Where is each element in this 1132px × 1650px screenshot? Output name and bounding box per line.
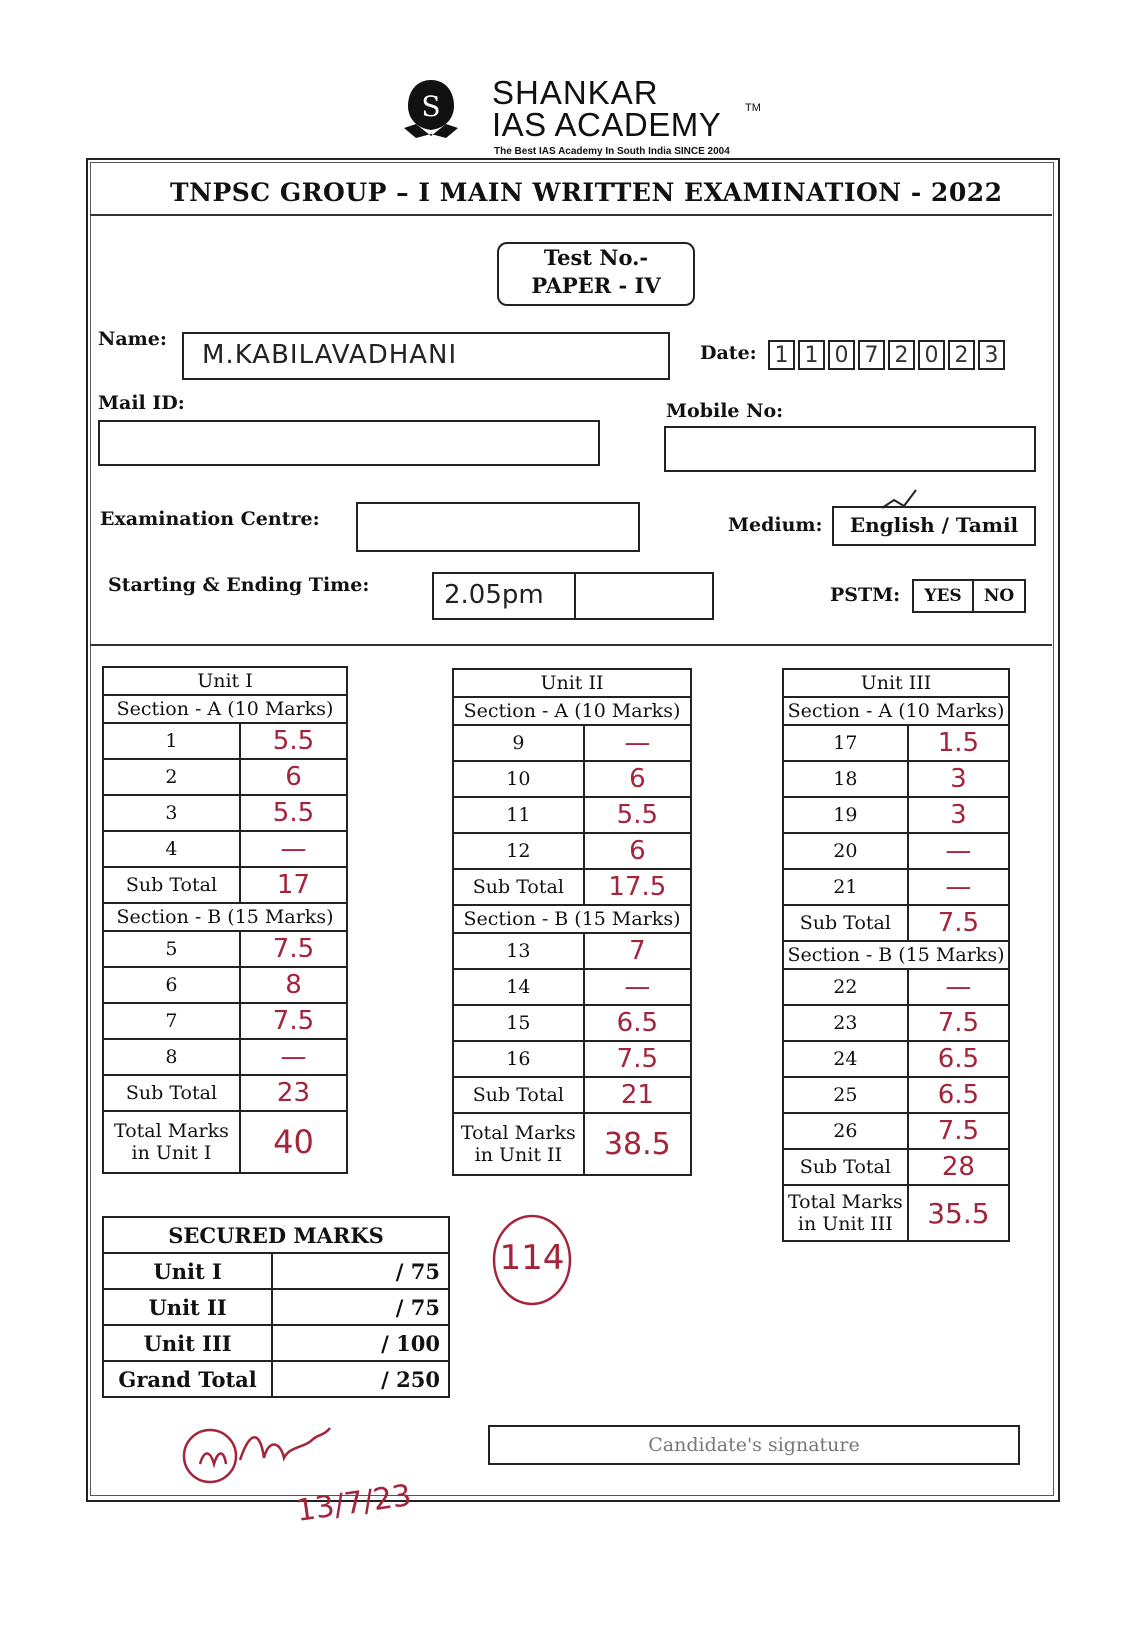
candidate-signature-box[interactable]: Candidate's signature <box>488 1425 1020 1465</box>
table-row <box>103 967 347 1003</box>
paper-label: PAPER - IV <box>531 273 661 298</box>
unit2-table <box>452 668 692 1176</box>
mark-value: 7.5 <box>584 1041 691 1077</box>
mark-value: — <box>908 969 1009 1005</box>
pstm-label: PSTM: <box>830 584 901 606</box>
secured-row-max: / 250 <box>272 1361 449 1397</box>
mark-value: 8 <box>240 967 347 1003</box>
question-number: 4 <box>103 831 240 867</box>
question-number: 18 <box>783 761 908 797</box>
total-value: 38.5 <box>584 1113 691 1175</box>
mark-value: 6 <box>240 759 347 795</box>
total-row <box>783 1185 1009 1241</box>
question-number: 14 <box>453 969 584 1005</box>
table-row <box>783 1005 1009 1041</box>
subtotal-value: 23 <box>240 1075 347 1111</box>
subtotal-value: 17.5 <box>584 869 691 905</box>
test-number-label: Test No.- <box>543 245 649 270</box>
brand-name-line2: IAS ACADEMY <box>492 106 722 143</box>
question-number: 2 <box>103 759 240 795</box>
mark-value: 1.5 <box>908 725 1009 761</box>
question-number: 6 <box>103 967 240 1003</box>
subtotal-label: Sub Total <box>103 867 240 903</box>
academy-logo <box>402 78 460 142</box>
grand-total-circle <box>490 1212 574 1308</box>
table-row <box>103 1003 347 1039</box>
mark-value: — <box>240 831 347 867</box>
unit1-section-a: Section - A (10 Marks) <box>103 695 347 723</box>
subtotal-row <box>783 905 1009 941</box>
subtotal-row <box>103 867 347 903</box>
unit3-section-b: Section - B (15 Marks) <box>783 941 1009 969</box>
evaluator-signature <box>180 1420 380 1490</box>
question-number: 20 <box>783 833 908 869</box>
subtotal-label: Sub Total <box>783 905 908 941</box>
total-label: Total Marks in Unit II <box>453 1113 584 1175</box>
grand-total-value: 114 <box>499 1238 565 1278</box>
question-number: 1 <box>103 723 240 759</box>
question-number: 11 <box>453 797 584 833</box>
svg-text:S: S <box>421 90 441 123</box>
table-row <box>783 797 1009 833</box>
question-number: 26 <box>783 1113 908 1149</box>
unit2-section-a: Section - A (10 Marks) <box>453 697 691 725</box>
mark-value: 5.5 <box>240 795 347 831</box>
table-row <box>103 1289 449 1325</box>
secured-marks-table <box>102 1216 450 1398</box>
subtotal-label: Sub Total <box>783 1149 908 1185</box>
trademark-mark: TM <box>745 102 761 114</box>
unit3-section-a: Section - A (10 Marks) <box>783 697 1009 725</box>
question-number: 12 <box>453 833 584 869</box>
mark-value: 7.5 <box>240 931 347 967</box>
table-row <box>103 831 347 867</box>
mail-label: Mail ID: <box>98 392 185 414</box>
table-row <box>453 797 691 833</box>
date-digit-cell[interactable]: 0 <box>918 340 945 370</box>
question-number: 9 <box>453 725 584 761</box>
name-field[interactable] <box>182 332 670 380</box>
table-row <box>103 759 347 795</box>
time-label: Starting & Ending Time: <box>108 574 370 596</box>
subtotal-label: Sub Total <box>103 1075 240 1111</box>
subtotal-label: Sub Total <box>453 1077 584 1113</box>
total-value: 40 <box>240 1111 347 1173</box>
question-number: 22 <box>783 969 908 1005</box>
exam-title: TNPSC GROUP – I MAIN WRITTEN EXAMINATION - 2022 <box>170 178 1003 207</box>
question-number: 10 <box>453 761 584 797</box>
date-digit-cell[interactable]: 0 <box>828 340 855 370</box>
mark-value: 7 <box>584 933 691 969</box>
total-row <box>453 1113 691 1175</box>
table-row <box>103 931 347 967</box>
mark-value: 6.5 <box>908 1041 1009 1077</box>
unit1-table <box>102 666 348 1174</box>
table-row <box>103 1039 347 1075</box>
table-row <box>783 761 1009 797</box>
secured-marks-title: SECURED MARKS <box>103 1217 449 1253</box>
date-digit-cell[interactable]: 3 <box>978 340 1005 370</box>
subtotal-value: 21 <box>584 1077 691 1113</box>
pstm-no-option[interactable]: NO <box>972 579 1026 613</box>
question-number: 24 <box>783 1041 908 1077</box>
secured-row-label: Grand Total <box>103 1361 272 1397</box>
table-row <box>103 1325 449 1361</box>
mark-value: 6.5 <box>908 1077 1009 1113</box>
subtotal-row <box>453 1077 691 1113</box>
evaluator-date: 13/7/23 <box>294 1478 414 1529</box>
medium-label: Medium: <box>728 514 823 536</box>
subtotal-row <box>783 1149 1009 1185</box>
table-row <box>103 1253 449 1289</box>
unit3-table <box>782 668 1010 1242</box>
mark-value: — <box>584 969 691 1005</box>
subtotal-row <box>453 869 691 905</box>
name-label: Name: <box>98 328 167 350</box>
unit2-section-b: Section - B (15 Marks) <box>453 905 691 933</box>
table-row <box>453 761 691 797</box>
end-time-field[interactable] <box>574 572 714 620</box>
mark-value: — <box>908 869 1009 905</box>
table-row <box>783 1041 1009 1077</box>
secured-row-label: Unit II <box>103 1289 272 1325</box>
secured-row-label: Unit III <box>103 1325 272 1361</box>
subtotal-value: 7.5 <box>908 905 1009 941</box>
mark-value: 6 <box>584 761 691 797</box>
question-number: 19 <box>783 797 908 833</box>
start-time-value: 2.05pm <box>444 580 544 610</box>
question-number: 17 <box>783 725 908 761</box>
table-row <box>453 933 691 969</box>
table-row <box>783 833 1009 869</box>
table-row <box>783 869 1009 905</box>
secured-row-max: / 75 <box>272 1289 449 1325</box>
question-number: 13 <box>453 933 584 969</box>
total-value: 35.5 <box>908 1185 1009 1241</box>
mobile-label: Mobile No: <box>666 400 784 422</box>
subtotal-value: 28 <box>908 1149 1009 1185</box>
date-digit-cell[interactable]: 1 <box>798 340 825 370</box>
table-row <box>103 723 347 759</box>
table-row <box>783 1077 1009 1113</box>
mark-value: — <box>240 1039 347 1075</box>
mark-value: 7.5 <box>240 1003 347 1039</box>
unit3-title: Unit III <box>783 669 1009 697</box>
table-row <box>453 833 691 869</box>
mark-value: 6.5 <box>584 1005 691 1041</box>
start-time-field[interactable] <box>432 572 576 620</box>
total-label: Total Marks in Unit III <box>783 1185 908 1241</box>
centre-field[interactable] <box>356 502 640 552</box>
mobile-field[interactable] <box>664 426 1036 472</box>
mark-value: 5.5 <box>240 723 347 759</box>
date-digit-cell[interactable]: 2 <box>888 340 915 370</box>
subtotal-value: 17 <box>240 867 347 903</box>
medium-tick-mark <box>880 488 920 516</box>
question-number: 8 <box>103 1039 240 1075</box>
secured-row-label: Unit I <box>103 1253 272 1289</box>
table-row <box>453 725 691 761</box>
question-number: 5 <box>103 931 240 967</box>
question-number: 15 <box>453 1005 584 1041</box>
question-number: 23 <box>783 1005 908 1041</box>
mark-value: 6 <box>584 833 691 869</box>
date-digit-cell[interactable]: 1 <box>768 340 795 370</box>
mark-value: — <box>908 833 1009 869</box>
name-value: M.KABILAVADHANI <box>202 340 458 370</box>
table-row <box>103 1361 449 1397</box>
date-digit-cell[interactable]: 7 <box>858 340 885 370</box>
unit1-section-b: Section - B (15 Marks) <box>103 903 347 931</box>
mark-value: 3 <box>908 797 1009 833</box>
mark-value: 7.5 <box>908 1005 1009 1041</box>
subtotal-label: Sub Total <box>453 869 584 905</box>
secured-row-max: / 75 <box>272 1253 449 1289</box>
subtotal-row <box>103 1075 347 1111</box>
mark-value: 5.5 <box>584 797 691 833</box>
table-row <box>103 795 347 831</box>
brand-tagline: The Best IAS Academy In South India SINCE 2004 <box>494 146 730 157</box>
question-number: 21 <box>783 869 908 905</box>
table-row <box>453 1005 691 1041</box>
form-divider <box>90 644 1052 646</box>
table-row <box>453 1041 691 1077</box>
table-row <box>453 969 691 1005</box>
table-row <box>783 1113 1009 1149</box>
mail-field[interactable] <box>98 420 600 466</box>
table-row <box>783 725 1009 761</box>
unit1-title: Unit I <box>103 667 347 695</box>
date-digit-cell[interactable]: 2 <box>948 340 975 370</box>
question-number: 16 <box>453 1041 584 1077</box>
pstm-yes-option[interactable]: YES <box>912 579 974 613</box>
mark-value: 3 <box>908 761 1009 797</box>
medium-field[interactable]: English / Tamil <box>832 506 1036 546</box>
mark-value: — <box>584 725 691 761</box>
secured-row-max: / 100 <box>272 1325 449 1361</box>
centre-label: Examination Centre: <box>100 508 320 530</box>
test-number-box <box>497 242 695 306</box>
question-number: 7 <box>103 1003 240 1039</box>
table-row <box>783 969 1009 1005</box>
question-number: 3 <box>103 795 240 831</box>
title-divider <box>90 214 1052 216</box>
mark-value: 7.5 <box>908 1113 1009 1149</box>
unit2-title: Unit II <box>453 669 691 697</box>
total-label: Total Marks in Unit I <box>103 1111 240 1173</box>
date-label: Date: <box>700 342 757 364</box>
brand-name-line1: SHANKAR <box>492 74 659 111</box>
question-number: 25 <box>783 1077 908 1113</box>
total-row <box>103 1111 347 1173</box>
